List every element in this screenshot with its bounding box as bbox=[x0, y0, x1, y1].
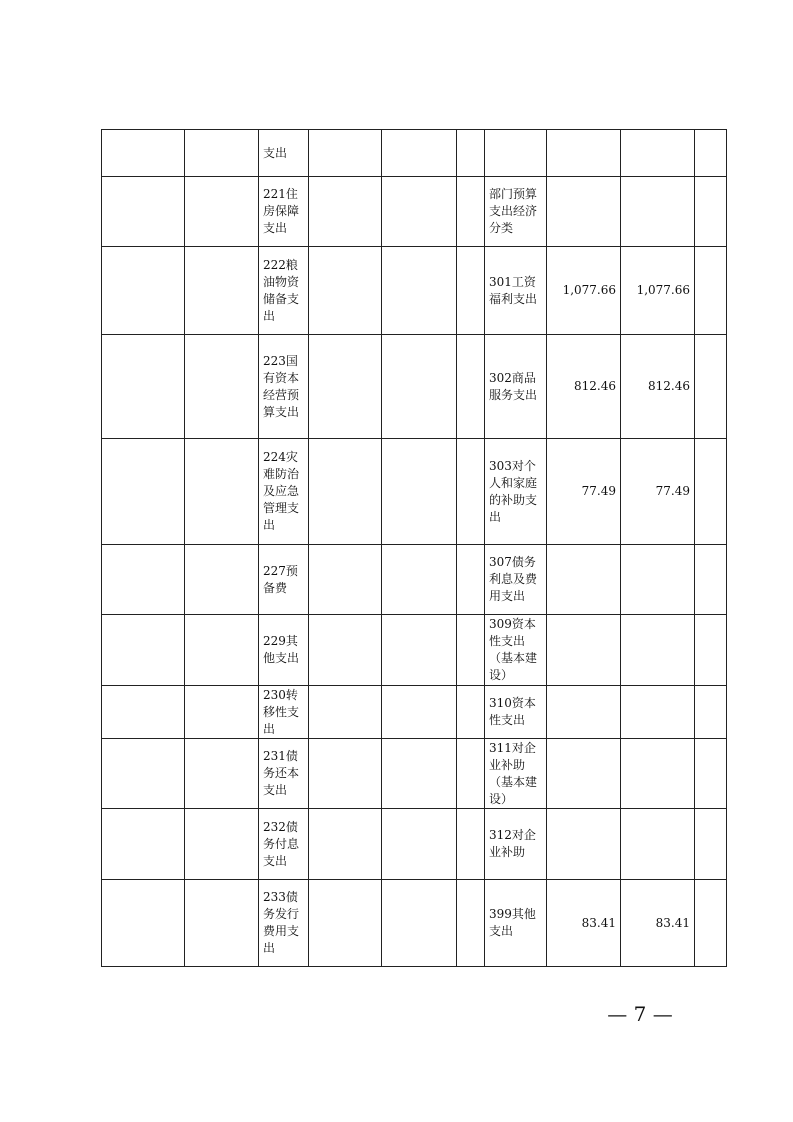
empty-cell bbox=[695, 880, 727, 967]
empty-cell bbox=[695, 177, 727, 247]
empty-cell bbox=[185, 439, 259, 545]
empty-cell bbox=[185, 615, 259, 686]
empty-cell bbox=[309, 739, 382, 809]
amount-cell bbox=[547, 615, 621, 686]
function-category-cell: 231债务还本支出 bbox=[259, 739, 309, 809]
table-row bbox=[102, 247, 727, 335]
function-category-cell: 222粮油物资储备支出 bbox=[259, 247, 309, 335]
empty-cell bbox=[382, 615, 457, 686]
empty-cell bbox=[457, 880, 485, 967]
empty-cell bbox=[102, 335, 185, 439]
amount-cell bbox=[621, 686, 695, 739]
amount-cell bbox=[621, 177, 695, 247]
empty-cell bbox=[457, 177, 485, 247]
economic-category-cell: 部门预算支出经济分类 bbox=[485, 177, 547, 247]
empty-cell bbox=[102, 545, 185, 615]
empty-cell bbox=[382, 130, 457, 177]
empty-cell bbox=[382, 686, 457, 739]
amount-cell bbox=[621, 130, 695, 177]
empty-cell bbox=[185, 545, 259, 615]
amount-cell: 83.41 bbox=[621, 880, 695, 967]
empty-cell bbox=[695, 247, 727, 335]
amount-cell bbox=[547, 686, 621, 739]
economic-category-cell bbox=[485, 130, 547, 177]
empty-cell bbox=[309, 247, 382, 335]
empty-cell bbox=[457, 439, 485, 545]
empty-cell bbox=[382, 739, 457, 809]
empty-cell bbox=[309, 130, 382, 177]
empty-cell bbox=[185, 335, 259, 439]
table-body bbox=[102, 130, 727, 967]
function-category-cell: 233债务发行费用支出 bbox=[259, 880, 309, 967]
empty-cell bbox=[695, 686, 727, 739]
amount-cell bbox=[547, 739, 621, 809]
economic-category-cell: 399其他支出 bbox=[485, 880, 547, 967]
empty-cell bbox=[457, 739, 485, 809]
empty-cell bbox=[382, 335, 457, 439]
economic-category-cell: 302商品服务支出 bbox=[485, 335, 547, 439]
empty-cell bbox=[102, 880, 185, 967]
function-category-cell: 232债务付息支出 bbox=[259, 809, 309, 880]
empty-cell bbox=[382, 809, 457, 880]
empty-cell bbox=[185, 809, 259, 880]
function-category-cell: 229其他支出 bbox=[259, 615, 309, 686]
page-number: — 7 — bbox=[607, 1002, 673, 1026]
empty-cell bbox=[309, 177, 382, 247]
economic-category-cell: 310资本性支出 bbox=[485, 686, 547, 739]
empty-cell bbox=[102, 739, 185, 809]
empty-cell bbox=[695, 809, 727, 880]
economic-category-cell: 311对企业补助（基本建设） bbox=[485, 739, 547, 809]
empty-cell bbox=[185, 880, 259, 967]
empty-cell bbox=[309, 335, 382, 439]
function-category-cell: 223国有资本经营预算支出 bbox=[259, 335, 309, 439]
function-category-cell: 227预备费 bbox=[259, 545, 309, 615]
empty-cell bbox=[102, 615, 185, 686]
empty-cell bbox=[102, 809, 185, 880]
table-row bbox=[102, 335, 727, 439]
table-row bbox=[102, 439, 727, 545]
empty-cell bbox=[695, 335, 727, 439]
amount-cell bbox=[547, 809, 621, 880]
economic-category-cell: 309资本性支出（基本建设） bbox=[485, 615, 547, 686]
table-row bbox=[102, 686, 727, 739]
table-row bbox=[102, 739, 727, 809]
amount-cell: 1,077.66 bbox=[547, 247, 621, 335]
amount-cell: 812.46 bbox=[621, 335, 695, 439]
table-row bbox=[102, 177, 727, 247]
empty-cell bbox=[309, 545, 382, 615]
empty-cell bbox=[382, 545, 457, 615]
function-category-cell: 230转移性支出 bbox=[259, 686, 309, 739]
empty-cell bbox=[457, 247, 485, 335]
economic-category-cell: 301工资福利支出 bbox=[485, 247, 547, 335]
amount-cell bbox=[621, 615, 695, 686]
empty-cell bbox=[102, 247, 185, 335]
function-category-cell: 224灾难防治及应急管理支出 bbox=[259, 439, 309, 545]
economic-category-cell: 303对个人和家庭的补助支出 bbox=[485, 439, 547, 545]
empty-cell bbox=[102, 686, 185, 739]
empty-cell bbox=[185, 177, 259, 247]
amount-cell bbox=[621, 739, 695, 809]
empty-cell bbox=[457, 686, 485, 739]
empty-cell bbox=[309, 880, 382, 967]
empty-cell bbox=[309, 809, 382, 880]
empty-cell bbox=[185, 247, 259, 335]
empty-cell bbox=[695, 130, 727, 177]
table-row bbox=[102, 545, 727, 615]
amount-cell bbox=[547, 177, 621, 247]
function-category-cell: 221住房保障支出 bbox=[259, 177, 309, 247]
empty-cell bbox=[457, 545, 485, 615]
amount-cell bbox=[547, 545, 621, 615]
table-row bbox=[102, 809, 727, 880]
empty-cell bbox=[695, 545, 727, 615]
amount-cell: 812.46 bbox=[547, 335, 621, 439]
empty-cell bbox=[309, 439, 382, 545]
empty-cell bbox=[382, 439, 457, 545]
empty-cell bbox=[309, 686, 382, 739]
empty-cell bbox=[309, 615, 382, 686]
table-row bbox=[102, 615, 727, 686]
empty-cell bbox=[457, 335, 485, 439]
empty-cell bbox=[457, 615, 485, 686]
economic-category-cell: 312对企业补助 bbox=[485, 809, 547, 880]
empty-cell bbox=[382, 247, 457, 335]
function-category-cell: 支出 bbox=[259, 130, 309, 177]
empty-cell bbox=[185, 686, 259, 739]
budget-table bbox=[101, 129, 727, 967]
empty-cell bbox=[102, 439, 185, 545]
amount-cell: 77.49 bbox=[621, 439, 695, 545]
empty-cell bbox=[185, 130, 259, 177]
empty-cell bbox=[695, 615, 727, 686]
table-row bbox=[102, 880, 727, 967]
economic-category-cell: 307债务利息及费用支出 bbox=[485, 545, 547, 615]
amount-cell: 77.49 bbox=[547, 439, 621, 545]
empty-cell bbox=[382, 880, 457, 967]
empty-cell bbox=[457, 130, 485, 177]
amount-cell bbox=[621, 545, 695, 615]
empty-cell bbox=[457, 809, 485, 880]
empty-cell bbox=[185, 739, 259, 809]
empty-cell bbox=[382, 177, 457, 247]
amount-cell: 83.41 bbox=[547, 880, 621, 967]
amount-cell bbox=[621, 809, 695, 880]
amount-cell: 1,077.66 bbox=[621, 247, 695, 335]
empty-cell bbox=[695, 739, 727, 809]
empty-cell bbox=[102, 177, 185, 247]
amount-cell bbox=[547, 130, 621, 177]
empty-cell bbox=[695, 439, 727, 545]
table-row bbox=[102, 130, 727, 177]
empty-cell bbox=[102, 130, 185, 177]
